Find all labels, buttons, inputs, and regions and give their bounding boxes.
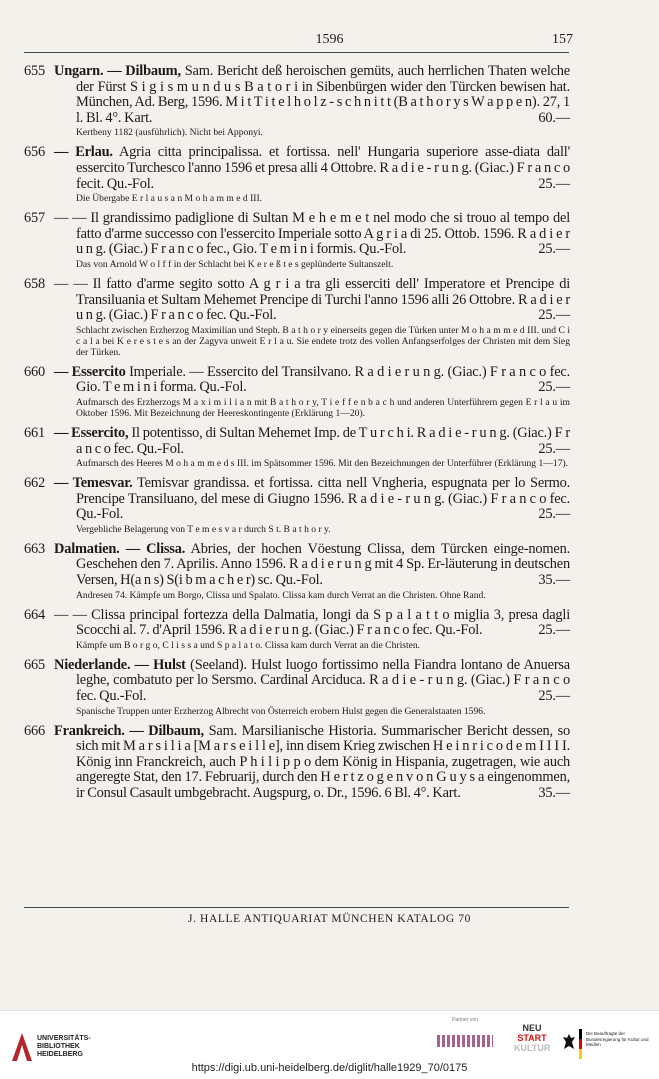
federal-government-logo[interactable] [562,1025,652,1065]
catalog-entry [24,211,570,270]
entry-text: — — Il fatto d'arme segito sotto A g r i a tra gli esserciti dell' Imperatore et Prencipe di Transiluania et Sultam Mehemet Prencipe di Turchi l'anno 1596 alli 26 Ottobre. R a d i e r u n g. (Giac.) F r a n c o fec. Qu.-Fol. [54,275,570,324]
entry-note: Kertbeny 1182 (ausführlich). Nicht bei Apponyi. [76,127,263,139]
entry-price: 25.— [538,379,570,396]
entry-number: 657 [24,210,45,227]
neustart-word-3: KULTUR [514,1043,551,1053]
entry-number: 665 [24,656,45,673]
entry-price: 25.— [538,622,570,639]
permalink-url[interactable]: https://digi.ub.uni-heidelberg.de/diglit/halle1929_70/0175 [191,1062,468,1074]
entry-text: Temisvar grandissa. et fortissa. citta nell Vngheria, espugnata per lo Sermo. Prencipe Transiluano, del mese di Giugno 1596. R a d i e - r u n g. (Giac.) F r a n c o fec. Qu.-Fol. [76,475,570,523]
entry-number: 660 [24,363,45,380]
entry-text: (Seeland). Hulst luogo fortissimo nella Fiandra lontano de Anuersa leghe, combatuto per lo Sersmo. Cardinal Arciduca. R a d i e - r u n g. (Giac.) F r a n c o fec. Qu.-Fol. [76,656,570,705]
entry-text: — — Il grandissimo padiglione di Sultan M e h e m e t nel modo che si trouo al tempo del fatto d'arme successo con l'essercito Imperiale sotto A g r i a di 25. Ottob. 1596. R a d i e r u n g. (Giac.) F r a n c o fec., Gio. T e m i n i formis. Qu.-Fol. [54,210,570,258]
library-emblem-icon [10,1031,34,1063]
entry-text: Sam. Marsilianische Historia. Summarischer Bericht dessen, so sich mit M a r s i l i a [M a r s e i l l e], inn disem Krieg zwischen H e i n r i c o d e m I I I I. König inn Franckreich, auch P h i l i p p o dem König in Hispania, zugetragen, wie auch angeregte Stat, den 17. Februarij, durch den H e r t z o g e n v o n G u y s a eingenommen, ir Consul Casault umbgebracht. Augspurg, o. Dr., 1596. 6 Bl. 4°. Kart. [76,722,571,801]
entry-price: 25.— [538,307,570,324]
library-name-line2: BIBLIOTHEK [37,1043,80,1050]
entry-subject: — Temesvar. [54,475,133,492]
neustart-word-2: START [517,1033,547,1043]
entry-subject: — Essercito [54,363,126,380]
page-number: 157 [552,32,573,47]
entry-price: 25.— [538,175,570,192]
partner-label: Partner von [452,1017,478,1023]
entry-text: Sam. Bericht deß heroischen gemüts, auch herrlichen Thaten welche der Fürst S i g i s m u n d u s B a t o r i in Sibenbürgen wider den Türcken bewisen hat. München, Ad. Berg, 1596. M i t T i t e l h o l z - s c h n i t t (B a t h o r y s W a p p e n). 27, 1 l. Bl. 4°. Kart. [76,63,570,126]
entry-subject: — Erlau. [54,144,113,161]
entry-price: 25.— [538,241,570,258]
entry-number: 664 [24,606,45,623]
footer-rule [24,907,569,908]
catalog-entry [24,145,570,204]
catalog-entry [24,476,570,535]
entry-note: Schlacht zwischen Erzherzog Maximilian und Steph. B a t h o r y einerseits gegen die Türken unter M o h a m m e d III. und C i c a l a bei K e r e s t e s an der Zagyva unweit E r l a u. Sie endete trotz des vollen Anfangserfolges der Christen mit dem Sieg der Türken. [76,324,570,358]
entry-number: 663 [24,540,45,557]
catalog-entry [24,365,570,419]
entry-note: Andresen 74. Kämpfe um Borgo, Clissa und Spalato. Clissa kam durch Verrat an die Christen. Ohne Rand. [76,589,486,601]
entry-subject: Niederlande. — Hulst [54,656,186,673]
entry-number: 662 [24,475,45,492]
entry-price: 60.— [538,109,570,126]
catalog-entries [24,64,570,809]
entry-price: 35.— [538,572,570,589]
neustart-word-1: NEU [522,1023,542,1033]
entry-text: Agria citta principalissa. et fortissa. nell' Hungaria superiore asse-diata dall' essercito Turchesco l'anno 1596 et presa alli 4 Ottobre. R a d i e - r u n g. (Giac.) F r a n c o fecit. Qu.-Fol. [76,144,570,192]
catalog-entry [24,658,570,717]
entry-text: Il potentisso, di Sultan Mehemet Imp. de T u r c h i. R a d i e - r u n g. (Giac.) F r a n c o fec. Qu.-Fol. [76,424,570,457]
entry-subject: Ungarn. — Dilbaum, [54,63,181,79]
german-flag-icon [579,1029,582,1059]
catalog-entry [24,426,570,469]
entry-text: — — Clissa principal fortezza della Dalmatia, longi da S p a l a t t o miglia 3, presa dagli Scocchi al. 7. d'April 1596. R a d i e r u n g. (Giac.) F r a n c o fec. Qu.-Fol. [54,606,570,639]
catalog-entry [24,277,570,358]
entry-number: 655 [24,63,45,79]
entry-price: 25.— [538,440,570,457]
catalog-entry [24,542,570,601]
entry-text: Abries, der hochen Vöestung Clissa, dem Türcken einge-nomen. Geschehen den 7. Aprilis. Anno 1596. R a d i e r u n g mit 4 Sp. Er-läuterung in deutschen Versen, H(a n s) S(i b m a c h e r) sc. Qu.-Fol. [76,540,570,589]
entry-subject: Dalmatien. — Clissa. [54,540,186,557]
neustart-kultur-logo[interactable] [514,1023,550,1053]
library-name-line1: UNIVERSITÄTS- [37,1035,91,1042]
library-name-line3: HEIDELBERG [37,1051,83,1058]
entry-number: 666 [24,722,45,739]
entry-text: Imperiale. — Essercito del Transilvano. R a d i e r u n g. (Giac.) F r a n c o fec. Gio. T e m i n i forma. Qu.-Fol. [76,363,571,396]
entry-number: 658 [24,275,45,292]
entry-subject: Frankreich. — Dilbaum, [54,722,204,739]
header-rule [24,52,569,53]
catalog-entry [24,64,570,138]
entry-price: 35.— [538,785,570,801]
entry-note: Die Übergabe E r l a u s a n M o h a m m e d III. [76,193,263,205]
catalog-entry [24,724,570,802]
catalog-entry [24,608,570,651]
entry-note: Kämpfe um B o r g o, C l i s s a und S p a l a t o. Clissa kam durch Verrat an die Christen. [76,639,421,651]
entry-note: Aufmarsch des Erzherzogs M a x i m i l i a n mit B a t h o r y, T i e f f e n b a c h und anderen Unterführern gegen E r l a u im Oktober 1596. Mit Bezeichnung der Heereskontingente (Erklärung 1—20). [76,396,570,419]
federal-eagle-icon [562,1033,576,1051]
entry-note: Vergebliche Belagerung von T e m e s v a r durch S t. B a t h o r y. [76,523,331,535]
entry-note: Aufmarsch des Heeres M o h a m m e d s III. im Spätsommer 1596. Mit den Bezeichnungen der Unterführer (Erklärung 1—17). [76,458,569,470]
catalog-footer: J. HALLE ANTIQUARIAT MÜNCHEN KATALOG 70 [188,913,471,925]
entry-note: Spanische Truppen unter Erzherzog Albrecht von Österreich erobern Hulst gegen die Generalstaaten 1596. [76,705,486,717]
entry-number: 661 [24,424,45,441]
entry-number: 656 [24,144,45,161]
page-year: 1596 [315,32,344,47]
partner-emblem-icon [437,1035,493,1047]
entry-price: 25.— [538,688,570,705]
entry-price: 25.— [538,506,570,523]
entry-note: Das von Arnold W o l f f in der Schlacht bei K e r e ß t e s geplünderte Sultanszelt. [76,258,394,270]
partner-logo[interactable] [432,1017,498,1049]
federal-government-text: Die Beauftragte der Bundesregierung für Kultur und Medien [586,1031,649,1047]
entry-subject: — Essercito, [54,424,129,441]
